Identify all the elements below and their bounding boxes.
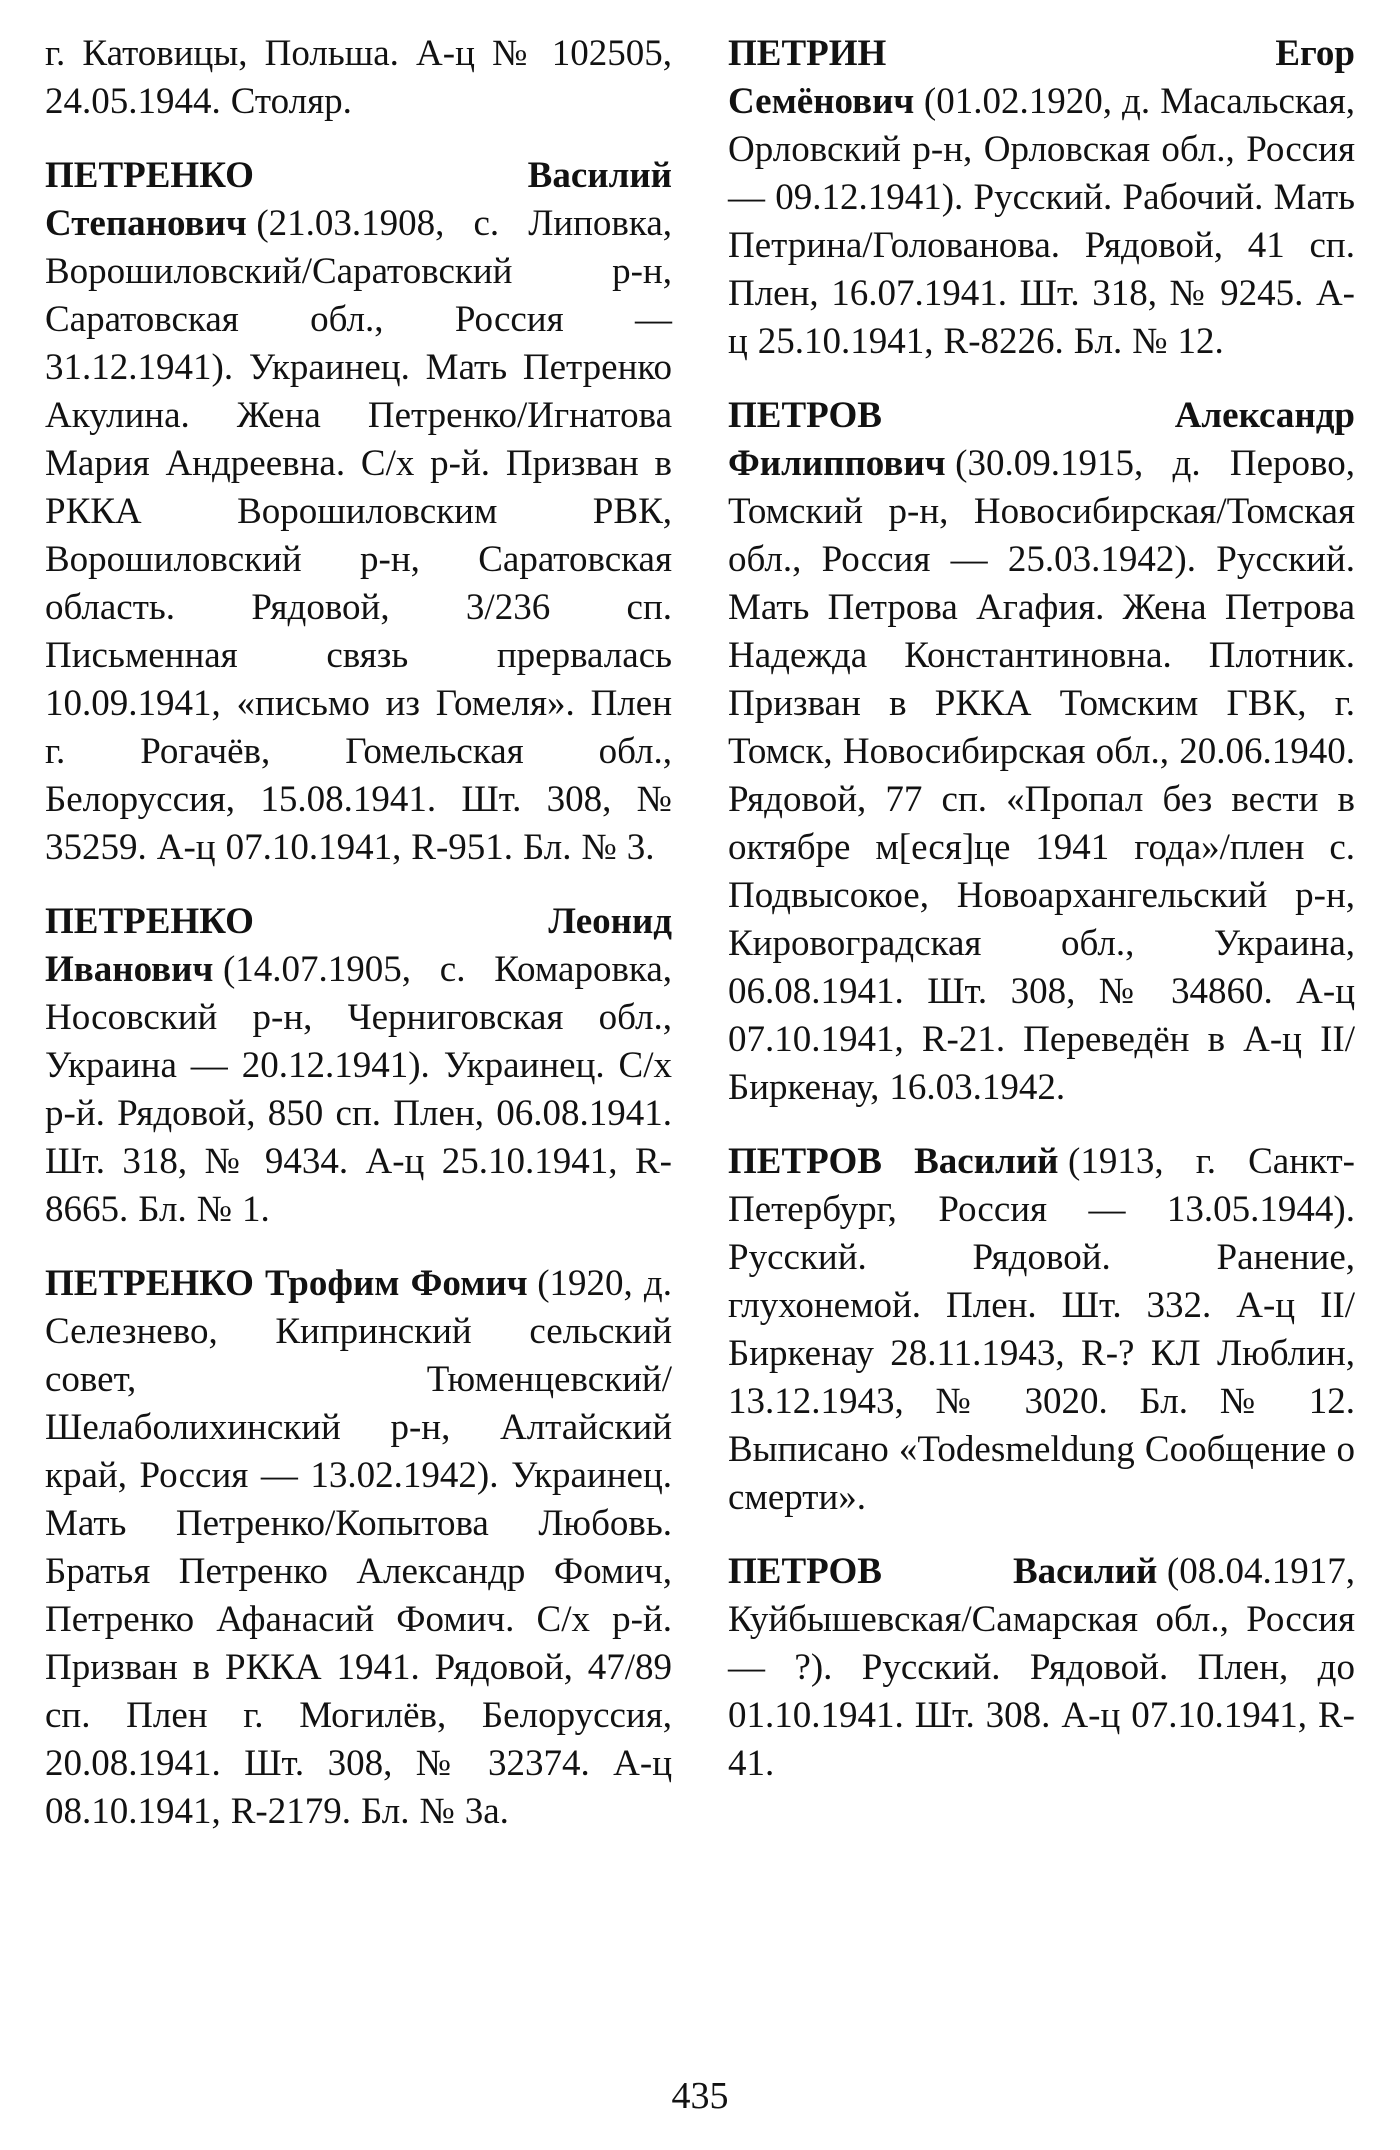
entry-text: (08.04.1917, Куйбышевская/Самарская обл., Россия — ?). Русский. Рядовой. Плен, до 01.10.1941. Шт. 308. А-ц 07.10.1941, R-41.	[728, 1551, 1355, 1784]
left-column	[45, 30, 672, 1862]
entry-text: (1913, г. Санкт-Петербург, Россия — 13.05.1944). Русский. Рядовой. Ранение, глухонемой. Плен. Шт. 332. А-ц II/Биркенау 28.11.1943, R-? КЛ Люблин, 13.12.1943, № 3020. Бл. № 12. Выписано «Todesmeldung Сообщение о смерти».	[728, 1141, 1355, 1518]
registry-entry-continuation	[45, 30, 672, 126]
person-name: ПЕТРИН Егор Семёнович	[728, 33, 1355, 122]
person-name: ПЕТРЕНКО Василий Степанович	[45, 155, 672, 244]
page-number: 435	[671, 2075, 729, 2117]
registry-entry	[728, 1548, 1355, 1788]
registry-entry	[45, 898, 672, 1234]
person-name: ПЕТРЕНКО Леонид Иванович	[45, 901, 672, 990]
entry-text: (21.03.1908, с. Липовка, Ворошиловский/Саратовский р-н, Саратовская обл., Россия — 31.12.1941). Украинец. Мать Петренко Акулина. Жена Петренко/Игнатова Мария Андреевна. С/х р-й. Призван в РККА Ворошиловским РВК, Ворошиловский р-н, Саратовская область. Рядовой, 3/236 сп. Письменная связь прервалась 10.09.1941, «письмо из Гомеля». Плен г. Рогачёв, Гомельская обл., Белоруссия, 15.08.1941. Шт. 308, № 35259. А-ц 07.10.1941, R-951. Бл. № 3.	[45, 203, 672, 868]
person-name: ПЕТРОВ Василий	[728, 1141, 1059, 1182]
registry-entry	[45, 1260, 672, 1836]
page-content	[45, 30, 1355, 1862]
registry-entry	[728, 392, 1355, 1112]
registry-entry	[728, 1138, 1355, 1522]
entry-text: (01.02.1920, д. Масальская, Орловский р-н, Орловская обл., Россия — 09.12.1941). Русский. Рабочий. Мать Петрина/Голованова. Рядовой, 41 сп. Плен, 16.07.1941. Шт. 318, № 9245. А-ц 25.10.1941, R-8226. Бл. № 12.	[728, 81, 1355, 362]
entry-text: г. Катовицы, Польша. А-ц № 102505, 24.05.1944. Столяр.	[45, 33, 672, 122]
entry-text: (14.07.1905, с. Комаровка, Носовский р-н, Черниговская обл., Украина — 20.12.1941). Украинец. С/х р-й. Рядовой, 850 сп. Плен, 06.08.1941. Шт. 318, № 9434. А-ц 25.10.1941, R-8665. Бл. № 1.	[45, 949, 672, 1230]
right-column	[728, 30, 1355, 1862]
person-name: ПЕТРЕНКО Трофим Фомич	[45, 1263, 528, 1304]
entry-text: (1920, д. Селезнево, Кипринский сельский совет, Тюменцевский/Шелаболихинский р-н, Алтайский край, Россия — 13.02.1942). Украинец. Мать Петренко/Копытова Любовь. Братья Петренко Александр Фомич, Петренко Афанасий Фомич. С/х р-й. Призван в РККА 1941. Рядовой, 47/89 сп. Плен г. Могилёв, Белоруссия, 20.08.1941. Шт. 308, № 32374. А-ц 08.10.1941, R-2179. Бл. № 3а.	[45, 1263, 673, 1832]
person-name: ПЕТРОВ Александр Филиппович	[728, 395, 1355, 484]
person-name: ПЕТРОВ Василий	[728, 1551, 1158, 1592]
registry-entry	[45, 152, 672, 872]
registry-entry	[728, 30, 1355, 366]
entry-text: (30.09.1915, д. Перово, Томский р-н, Новосибирская/Томская обл., Россия — 25.03.1942). Русский. Мать Петрова Агафия. Жена Петрова Надежда Константиновна. Плотник. Призван в РККА Томским ГВК, г. Томск, Новосибирская обл., 20.06.1940. Рядовой, 77 сп. «Пропал без вести в октябре м[еся]це 1941 года»/плен с. Подвысокое, Новоархангельский р-н, Кировоградская обл., Украина, 06.08.1941. Шт. 308, № 34860. А-ц 07.10.1941, R-21. Переведён в А-ц II/Биркенау, 16.03.1942.	[728, 443, 1355, 1108]
